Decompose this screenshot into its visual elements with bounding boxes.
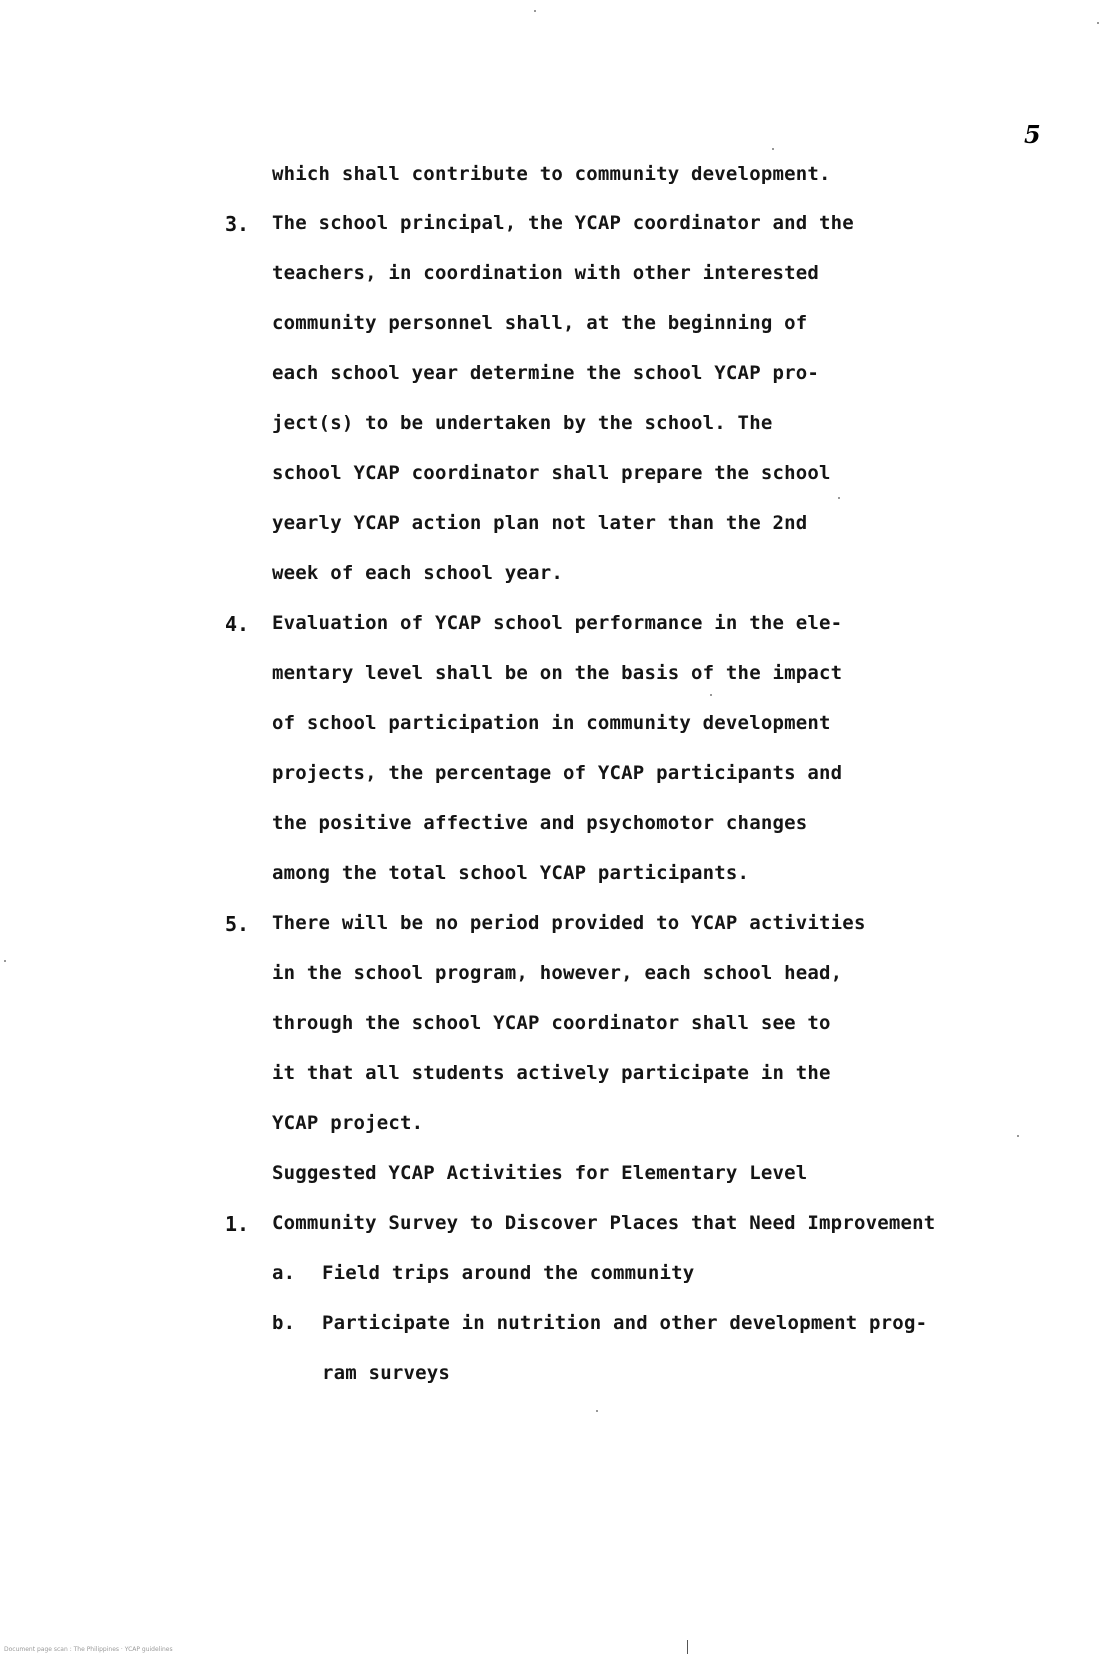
scan-mark — [687, 1640, 688, 1654]
scan-speck — [838, 497, 840, 499]
text-line: school YCAP coordinator shall prepare the school — [272, 462, 831, 484]
scan-speck — [710, 694, 712, 696]
text-line: There will be no period provided to YCAP activities — [272, 912, 866, 934]
text-line: teachers, in coordination with other interested — [272, 262, 820, 284]
text-line: week of each school year. — [272, 562, 563, 584]
text-line: which shall contribute to community development. — [272, 163, 831, 185]
text-line: community personnel shall, at the beginning of — [272, 312, 808, 334]
text-line: yearly YCAP action plan not later than the 2nd — [272, 512, 808, 534]
item-number: 5. — [225, 912, 250, 936]
page-number: 5 — [1024, 120, 1041, 149]
activity-title: Community Survey to Discover Places that Need Improvement — [272, 1212, 936, 1234]
sub-item-text: ram surveys — [322, 1362, 451, 1384]
sub-item-letter: b. — [272, 1312, 296, 1334]
sub-item-letter: a. — [272, 1262, 296, 1284]
text-line: each school year determine the school YCAP pro- — [272, 362, 820, 384]
text-line: YCAP project. — [272, 1112, 424, 1134]
text-line: Evaluation of YCAP school performance in the ele- — [272, 612, 843, 634]
item-number: 4. — [225, 612, 250, 636]
text-line: of school participation in community development — [272, 712, 831, 734]
scan-speck — [772, 148, 774, 150]
section-heading: Suggested YCAP Activities for Elementary Level — [272, 1162, 808, 1184]
scan-speck — [1097, 22, 1099, 24]
sub-item-text: Field trips around the community — [322, 1262, 695, 1284]
activity-number: 1. — [225, 1212, 250, 1236]
item-number: 3. — [225, 212, 250, 236]
scan-speck — [1017, 1135, 1019, 1137]
scan-speck — [596, 1410, 598, 1412]
scan-speck — [4, 960, 6, 962]
text-line: it that all students actively participate in the — [272, 1062, 831, 1084]
text-line: The school principal, the YCAP coordinator and the — [272, 212, 854, 234]
sub-item-text: Participate in nutrition and other development prog- — [322, 1312, 928, 1334]
text-line: among the total school YCAP participants. — [272, 862, 750, 884]
text-line: ject(s) to be undertaken by the school. The — [272, 412, 773, 434]
text-line: mentary level shall be on the basis of the impact — [272, 662, 843, 684]
text-line: through the school YCAP coordinator shall see to — [272, 1012, 831, 1034]
text-line: projects, the percentage of YCAP participants and — [272, 762, 843, 784]
page-footer: Document page scan : The Philippines · YCAP guidelines — [4, 1646, 173, 1653]
scan-speck — [534, 10, 536, 12]
text-line: the positive affective and psychomotor changes — [272, 812, 808, 834]
text-line: in the school program, however, each school head, — [272, 962, 843, 984]
